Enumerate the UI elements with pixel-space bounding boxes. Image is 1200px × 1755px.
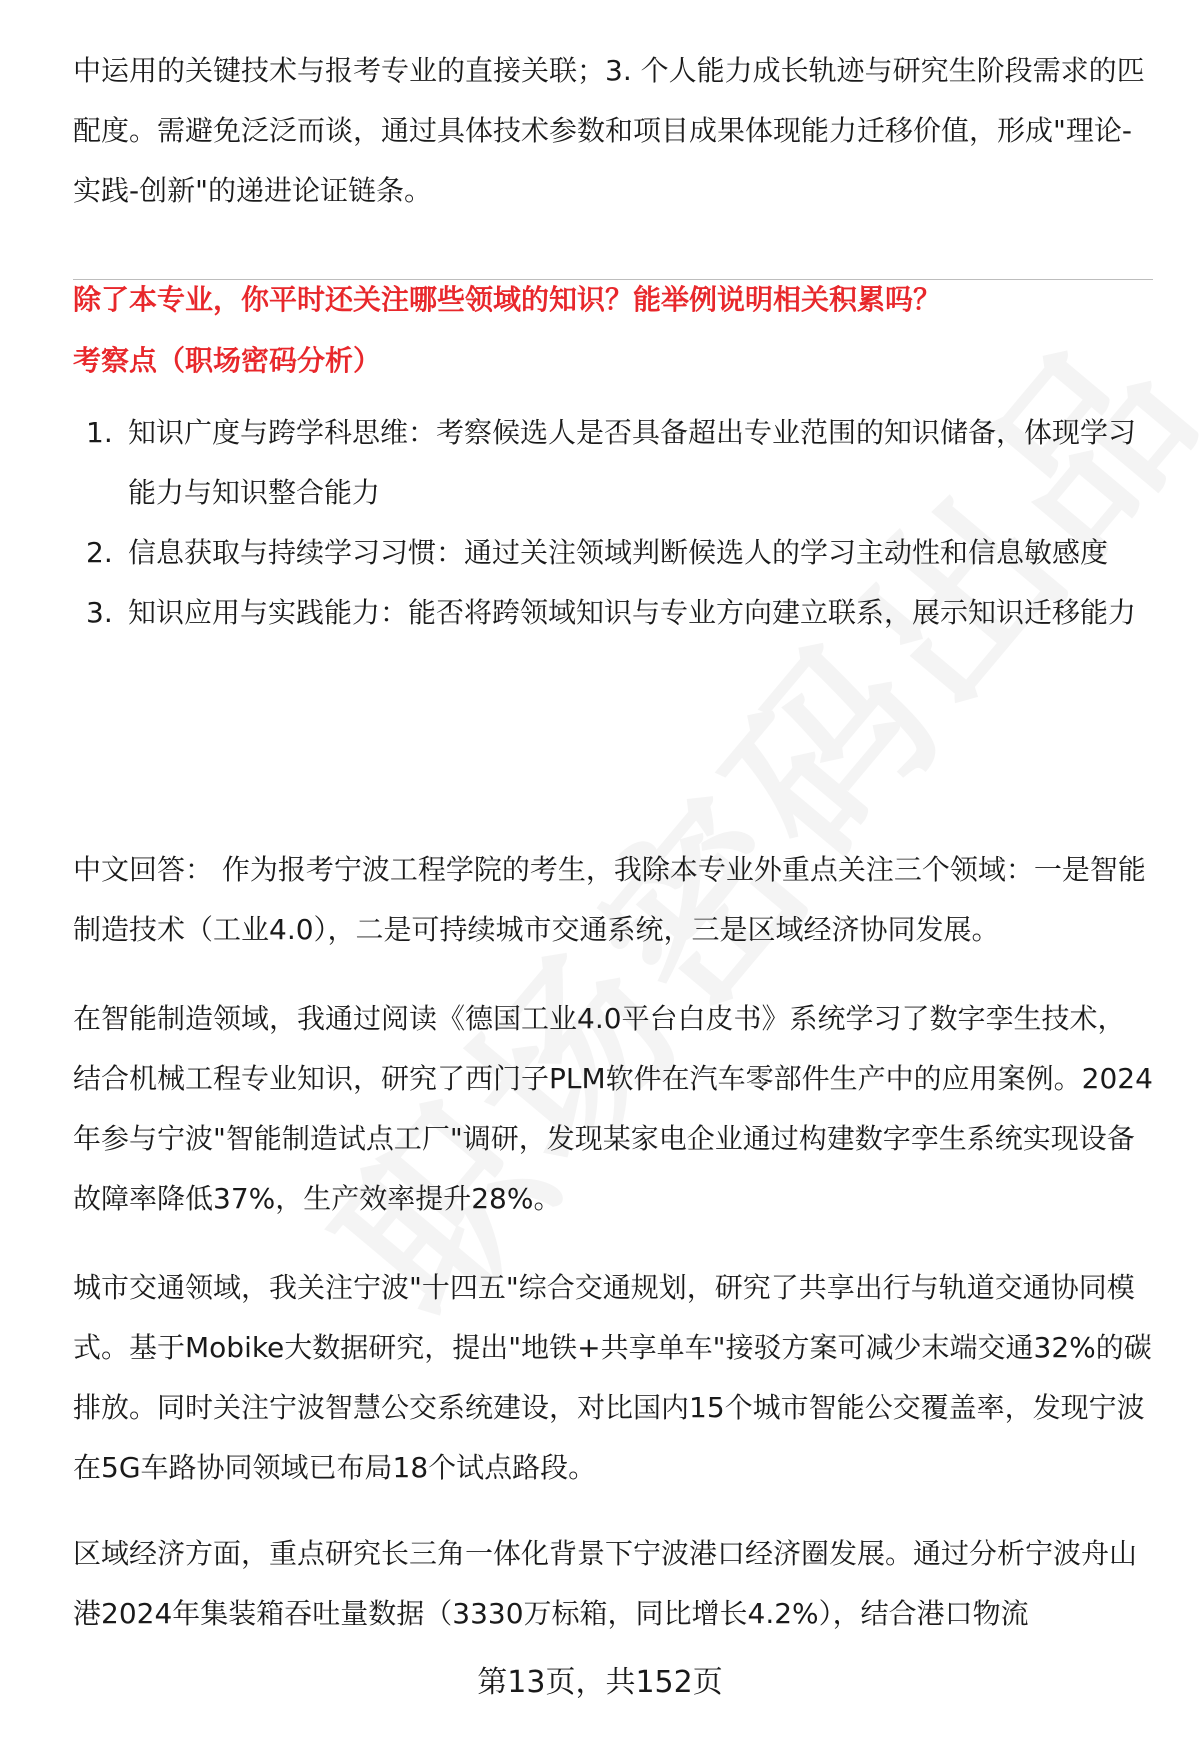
analysis-list — [73, 403, 1153, 643]
list-item-number: 3. — [86, 596, 113, 629]
list-item-text: 知识广度与跨学科思维：考察候选人是否具备超出专业范围的知识储备，体现学习能力与知识整合能力 — [128, 416, 1137, 509]
list-item-number: 1. — [86, 416, 113, 449]
answer-paragraph: 区域经济方面，重点研究长三角一体化背景下宁波港口经济圈发展。通过分析宁波舟山港2024年集装箱吞吐量数据（3330万标箱，同比增长4.2%），结合港口物流 — [73, 1537, 1138, 1630]
list-item-text: 信息获取与持续学习习惯：通过关注领域判断候选人的学习主动性和信息敏感度 — [128, 536, 1109, 569]
intro-paragraph: 中运用的关键技术与报考专业的直接关联；3. 个人能力成长轨迹与研究生阶段需求的匹配度。需避免泛泛而谈，通过具体技术参数和项目成果体现能力迁移价值，形成"理论-实践-创新"的递进论证链条。 — [73, 54, 1145, 207]
question-heading: 除了本专业，你平时还关注哪些领域的知识？能举例说明相关积累吗？ — [73, 283, 942, 316]
analysis-heading: 考察点（职场密码分析） — [73, 344, 382, 377]
list-item — [73, 583, 1153, 643]
answer-paragraph: 在智能制造领域，我通过阅读《德国工业4.0平台白皮书》系统学习了数字孪生技术，结合机械工程专业知识，研究了西门子PLM软件在汽车零部件生产中的应用案例。2024年参与宁波"智能制造试点工厂"调研，发现某家电企业通过构建数字孪生系统实现设备故障率降低37%，生产效率提升28%。 — [73, 1002, 1153, 1215]
list-item — [73, 403, 1153, 523]
list-item-number: 2. — [86, 536, 113, 569]
answer-paragraph: 中文回答： 作为报考宁波工程学院的考生，我除本专业外重点关注三个领域：一是智能制造技术（工业4.0），二是可持续城市交通系统，三是区域经济协同发展。 — [73, 853, 1146, 946]
list-item — [73, 523, 1153, 583]
page-number-footer: 第13页，共152页 — [477, 1665, 723, 1700]
list-item-text: 知识应用与实践能力：能否将跨领域知识与专业方向建立联系，展示知识迁移能力 — [128, 596, 1137, 629]
answer-paragraph: 城市交通领域，我关注宁波"十四五"综合交通规划，研究了共享出行与轨道交通协同模式。基于Mobike大数据研究，提出"地铁+共享单车"接驳方案可减少末端交通32%的碳排放。同时关注宁波智慧公交系统建设，对比国内15个城市智能公交覆盖率，发现宁波在5G车路协同领域已布局18个试点路段。 — [73, 1271, 1152, 1484]
